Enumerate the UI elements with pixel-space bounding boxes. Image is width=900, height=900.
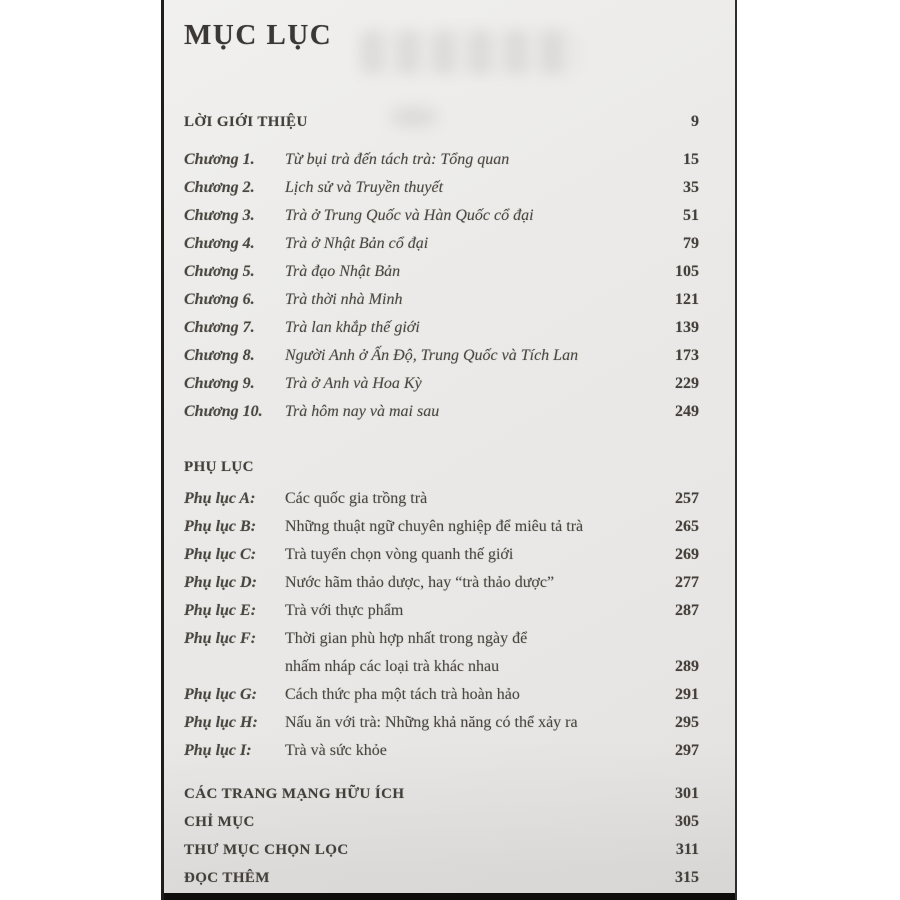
appendix-page-number: 295 [675, 714, 699, 731]
toc-entry-chapter-1 [184, 146, 699, 174]
appendix-label: Phụ lục D: [184, 574, 257, 591]
appendix-label: Phụ lục A: [184, 490, 256, 507]
appendix-page-number: 265 [675, 518, 699, 535]
toc-entry-appendix-d [184, 569, 699, 597]
appendix-title: Nước hãm thảo dược, hay “trà thảo dược” [285, 574, 555, 591]
toc-entry-chapter-10 [184, 398, 699, 426]
toc-entry-chapter-9 [184, 370, 699, 398]
appendix-label: Phụ lục B: [184, 518, 257, 535]
appendix-label: Phụ lục E: [184, 602, 257, 619]
back-matter-page-number: 315 [675, 869, 699, 886]
chapter-page-number: 121 [675, 291, 699, 308]
chapter-label: Chương 10. [184, 403, 263, 420]
appendix-header-label: PHỤ LỤC [184, 459, 254, 475]
chapter-page-number: 139 [675, 319, 699, 336]
appendix-title: Những thuật ngữ chuyên nghiệp để miêu tả trà [285, 518, 584, 535]
back-matter-label: ĐỌC THÊM [184, 870, 270, 886]
chapter-label: Chương 9. [184, 375, 255, 392]
back-matter-label: CÁC TRANG MẠNG HỮU ÍCH [184, 786, 405, 802]
table-of-contents [164, 0, 735, 892]
appendix-label: Phụ lục C: [184, 546, 257, 563]
toc-entry-further-reading [184, 864, 699, 892]
toc-entry-appendix-b [184, 513, 699, 541]
chapter-title: Trà thời nhà Minh [285, 291, 403, 308]
chapter-title: Từ bụi trà đến tách trà: Tổng quan [285, 151, 510, 168]
back-matter-label: THƯ MỤC CHỌN LỌC [184, 842, 349, 858]
toc-entry-chapter-7 [184, 314, 699, 342]
chapter-list [184, 146, 699, 426]
back-matter-page-number: 311 [675, 841, 699, 858]
appendix-title: Cách thức pha một tách trà hoàn hảo [285, 686, 520, 703]
appendix-title: Nấu ăn với trà: Những khả năng có thể xảy ra [285, 714, 578, 731]
toc-entry-appendix-g [184, 681, 699, 709]
toc-entry-appendix-e [184, 597, 699, 625]
appendix-label: Phụ lục G: [184, 686, 257, 703]
appendix-list [184, 485, 699, 765]
appendix-title: Các quốc gia trồng trà [285, 490, 428, 507]
appendix-title: Trà và sức khỏe [285, 742, 387, 759]
chapter-label: Chương 8. [184, 347, 255, 364]
toc-entry-appendix-a [184, 485, 699, 513]
chapter-page-number: 15 [683, 151, 699, 168]
chapter-page-number: 173 [675, 347, 699, 364]
toc-entry-appendix-i [184, 737, 699, 765]
appendix-label: Phụ lục H: [184, 714, 258, 731]
book-page [161, 0, 737, 900]
toc-entry-appendix-f-line1 [184, 625, 699, 653]
appendix-label: Phụ lục I: [184, 742, 252, 759]
chapter-label: Chương 1. [184, 151, 255, 168]
appendix-page-number: 289 [675, 658, 699, 675]
chapter-page-number: 229 [675, 375, 699, 392]
chapter-page-number: 105 [675, 263, 699, 280]
toc-entry-appendix-f-line2 [184, 653, 699, 681]
toc-entry-chapter-4 [184, 230, 699, 258]
toc-entry-chapter-5 [184, 258, 699, 286]
chapter-label: Chương 2. [184, 179, 255, 196]
chapter-page-number: 51 [683, 207, 699, 224]
appendix-label: Phụ lục F: [184, 630, 257, 647]
chapter-label: Chương 3. [184, 207, 255, 224]
appendix-title: Trà với thực phẩm [285, 602, 404, 619]
chapter-title: Trà ở Nhật Bản cổ đại [285, 235, 429, 252]
chapter-page-number: 249 [675, 403, 699, 420]
chapter-title: Trà ở Anh và Hoa Kỳ [285, 375, 422, 392]
appendix-page-number: 277 [675, 574, 699, 591]
back-matter-label: CHỈ MỤC [184, 814, 255, 830]
toc-entry-introduction [184, 108, 699, 136]
chapter-title: Trà đạo Nhật Bản [285, 263, 401, 280]
toc-entry-useful-websites [184, 780, 699, 808]
back-matter-page-number: 301 [675, 785, 699, 802]
chapter-label: Chương 4. [184, 235, 255, 252]
appendix-page-number: 257 [675, 490, 699, 507]
chapter-label: Chương 5. [184, 263, 255, 280]
chapter-title: Lịch sử và Truyền thuyết [285, 179, 444, 196]
appendix-title-continuation: nhấm nháp các loại trà khác nhau [285, 658, 500, 675]
appendix-page-number: 287 [675, 602, 699, 619]
toc-entry-selected-bibliography [184, 836, 699, 864]
toc-entry-appendix-c [184, 541, 699, 569]
appendix-title: Thời gian phù hợp nhất trong ngày để [285, 630, 528, 647]
intro-label: LỜI GIỚI THIỆU [184, 114, 308, 130]
toc-entry-appendix-h [184, 709, 699, 737]
toc-entry-chapter-3 [184, 202, 699, 230]
toc-entry-index [184, 808, 699, 836]
toc-entry-chapter-2 [184, 174, 699, 202]
appendix-page-number: 291 [675, 686, 699, 703]
back-matter-list [184, 780, 699, 892]
chapter-title: Người Anh ở Ấn Độ, Trung Quốc và Tích Lan [285, 347, 579, 364]
chapter-label: Chương 6. [184, 291, 255, 308]
appendix-section-header [184, 453, 699, 481]
chapter-label: Chương 7. [184, 319, 255, 336]
appendix-page-number: 269 [675, 546, 699, 563]
chapter-page-number: 35 [683, 179, 699, 196]
toc-entry-chapter-8 [184, 342, 699, 370]
back-matter-page-number: 305 [675, 813, 699, 830]
chapter-title: Trà ở Trung Quốc và Hàn Quốc cổ đại [285, 207, 534, 224]
page-title: MỤC LỤC [184, 19, 333, 51]
toc-entry-chapter-6 [184, 286, 699, 314]
chapter-title: Trà lan khắp thế giới [285, 319, 420, 336]
appendix-page-number: 297 [675, 742, 699, 759]
appendix-title: Trà tuyển chọn vòng quanh thế giới [285, 546, 514, 563]
chapter-title: Trà hôm nay và mai sau [285, 403, 440, 420]
intro-page-number: 9 [691, 113, 699, 130]
chapter-page-number: 79 [683, 235, 699, 252]
